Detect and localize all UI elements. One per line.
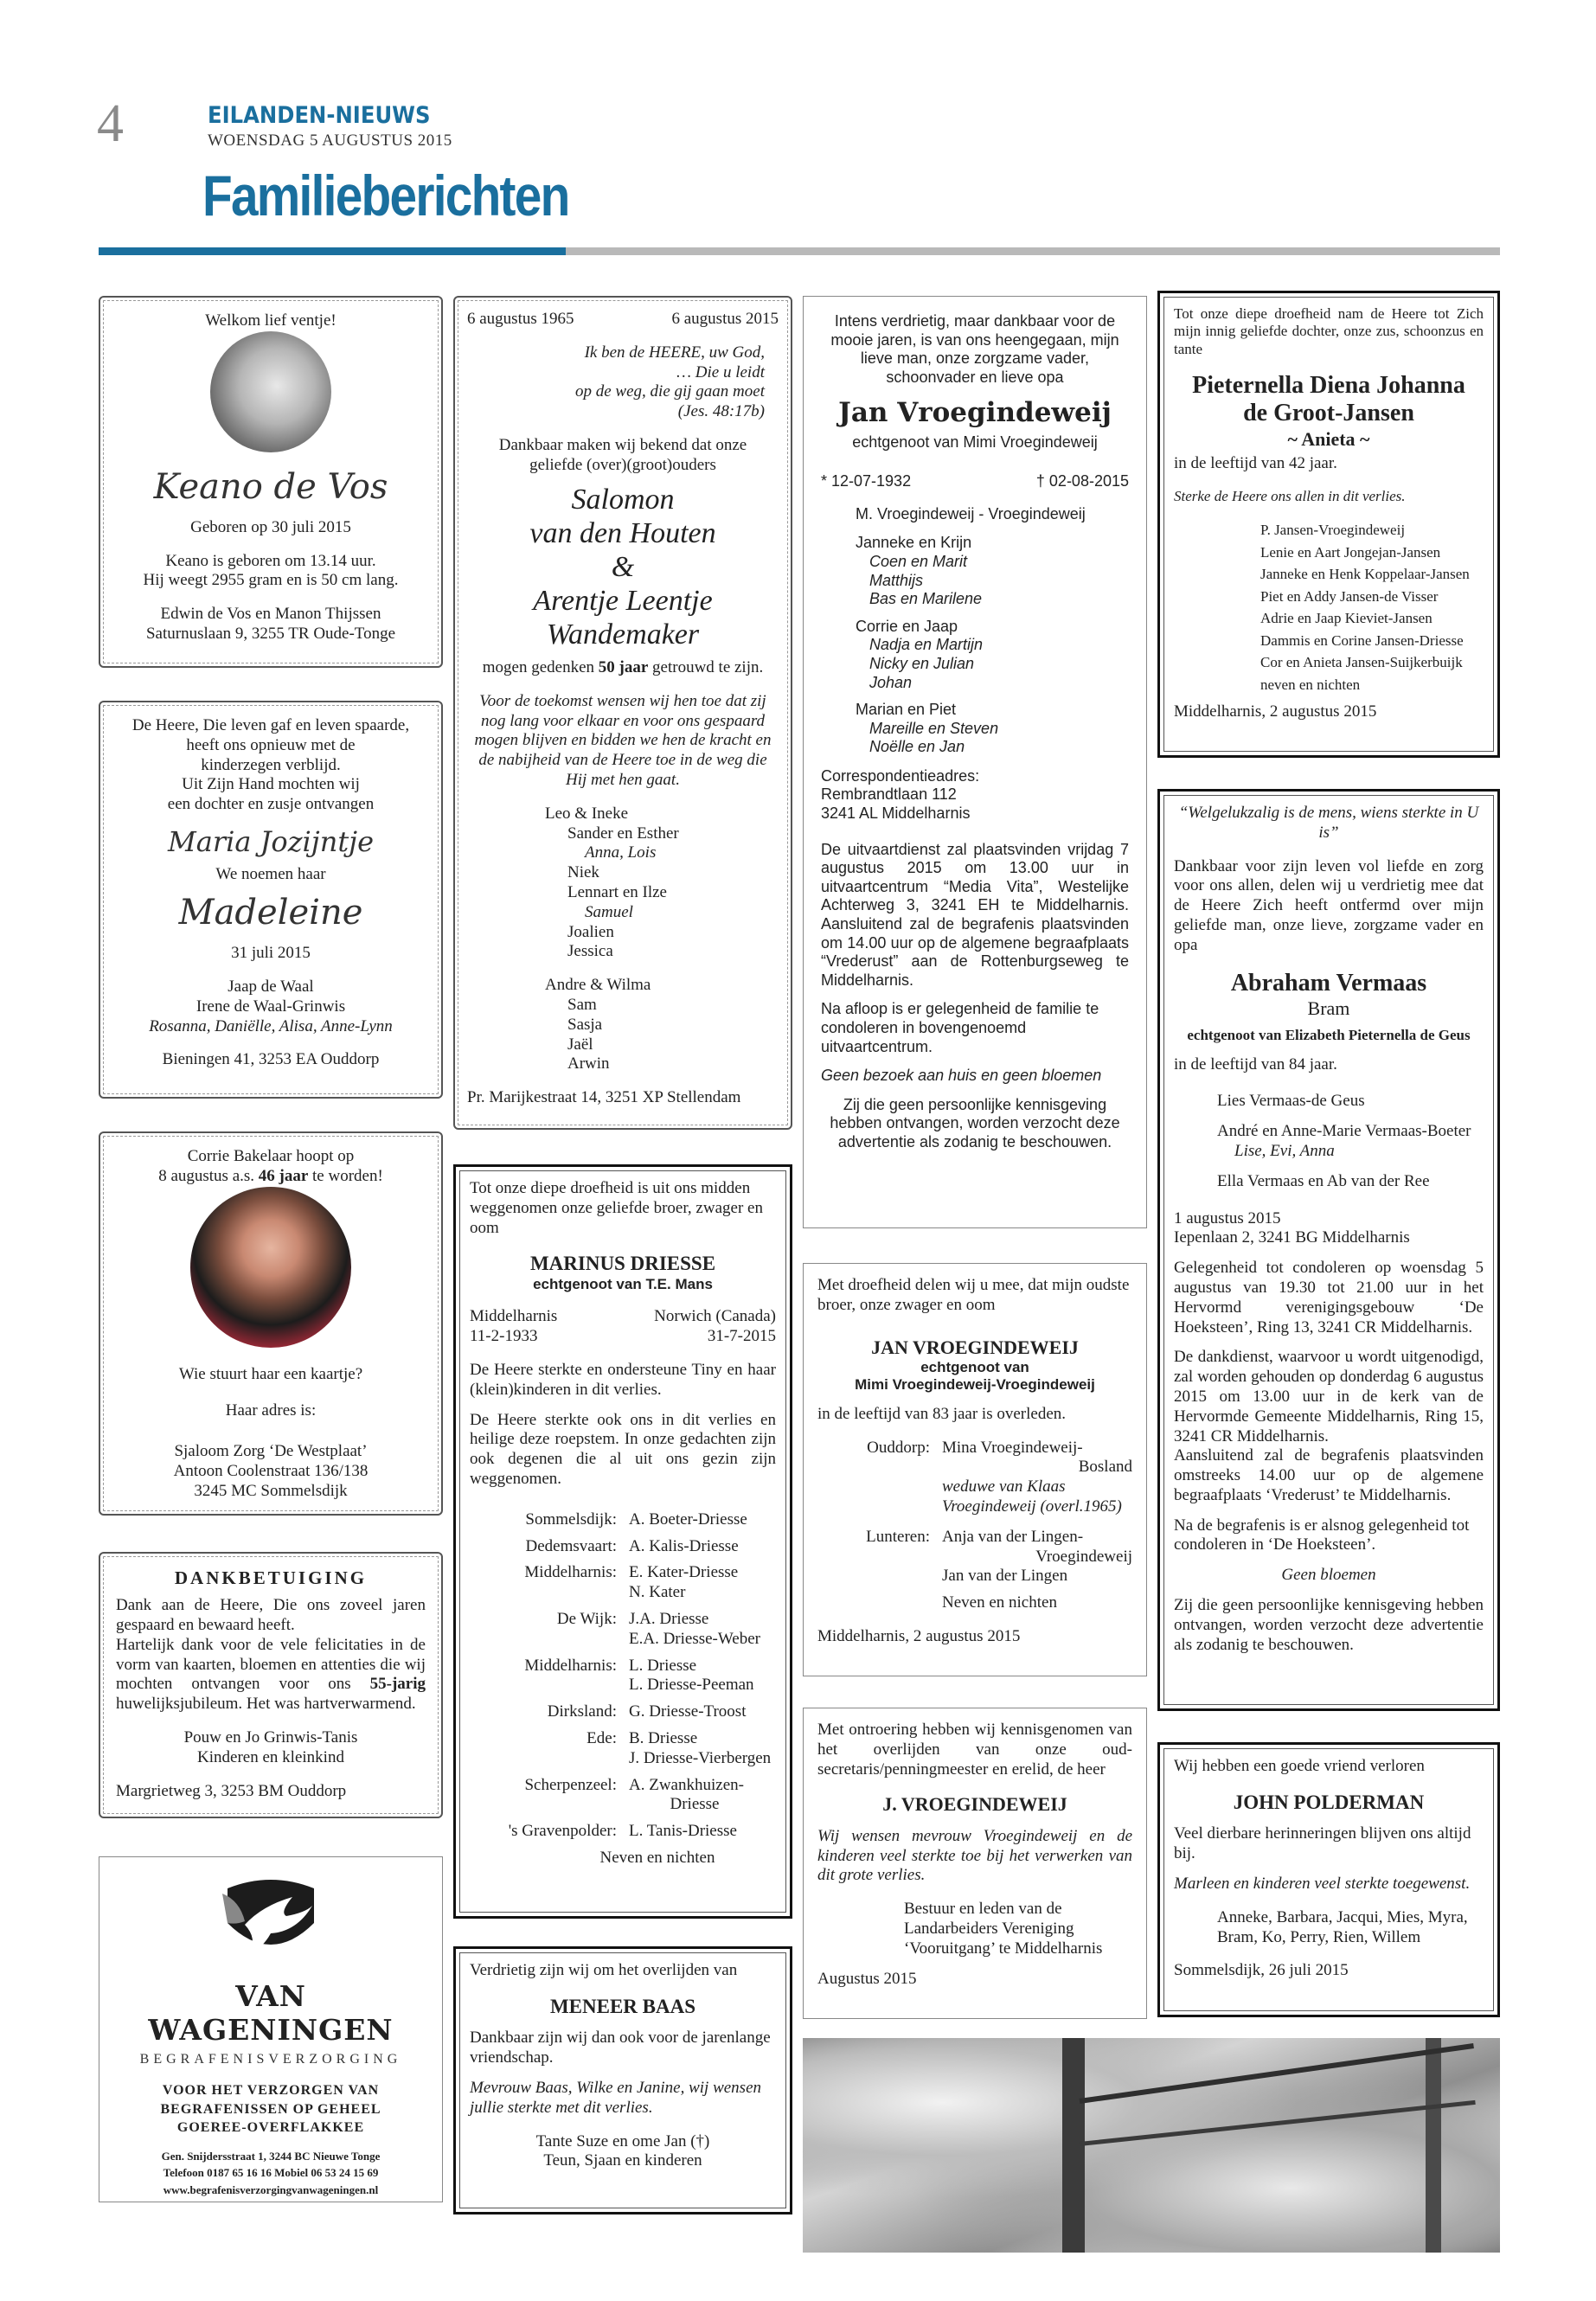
signature: Bram, Ko, Perry, Rien, Willem xyxy=(1217,1927,1421,1946)
signature: Tante Suze en ome Jan (†) xyxy=(535,2131,710,2150)
notice: Zij die geen persoonlijke kennisgeving hebben ontvangen, worden verzocht deze advertentie als zodanig te beschouwen. xyxy=(1174,1596,1484,1654)
family-place: Sommelsdijk: xyxy=(525,1509,617,1529)
age: in de leeftijd van 84 jaar. xyxy=(1174,1054,1337,1074)
tagline: GOEREE-OVERFLAKKEE xyxy=(176,2120,365,2136)
baby-photo xyxy=(210,331,331,452)
family-member: Sander en Esther xyxy=(567,824,679,843)
paragraph: Mevrouw Baas, Wilke en Janine, wij wensen jullie sterkte met dit verlies. xyxy=(470,2078,761,2117)
call-name: ~ Anieta ~ xyxy=(1287,427,1370,450)
anniversary-years: mogen gedenken 50 jaar getrouwd te zijn. xyxy=(482,658,764,677)
grandchild: Matthijs xyxy=(869,571,924,589)
funeral-director-ad xyxy=(99,1856,443,2202)
funeral-info: De uitvaartdienst zal plaatsvinden vrijdag 7 augustus 2015 om 13.00 uur in uitvaartcentrum “Media Vita”, Westelijke Achterweg 3, 3241 EH te Middelharnis. Aansluitend zal de begrafenis plaatsvinden om 14.00 uur op de algemene begraafplaats “Vrederust” aan de Rottenburgseweg te Middelharnis. xyxy=(821,840,1129,989)
verse-line: kinderzegen verblijd. xyxy=(201,755,341,774)
family-names: L. Tanis-Driesse xyxy=(629,1822,737,1841)
address-line: Antoon Coolenstraat 136/138 xyxy=(173,1461,369,1480)
deceased-name: Pieternella Diena Johanna xyxy=(1192,372,1465,400)
signature: Landarbeiders Vereniging xyxy=(904,1919,1074,1938)
deceased-name: MENEER BAAS xyxy=(549,1995,696,2017)
address: Pr. Marijkestraat 14, 3251 XP Stellendam xyxy=(467,1088,741,1107)
call-name: Madeleine xyxy=(178,893,363,933)
grandchild: Johan xyxy=(869,673,913,691)
address: Iepenlaan 2, 3241 BG Middelharnis xyxy=(1174,1228,1410,1247)
life-places xyxy=(470,1307,776,1327)
family-names: A. Boeter-Driesse xyxy=(629,1509,747,1529)
family-member: Samuel xyxy=(585,902,633,921)
signature: ‘Vooruitgang’ te Middelharnis xyxy=(904,1939,1103,1958)
signature: Teun, Sjaan en kinderen xyxy=(543,2151,702,2170)
grandchildren: Lise, Evi, Anna xyxy=(1234,1141,1335,1160)
quote: Sterke de Heere ons allen in dit verlies. xyxy=(1174,487,1406,504)
intro: Tot onze diepe droefheid nam de Heere tot Zich mijn innig geliefde dochter, onze zus, schoonzus en tante xyxy=(1174,305,1484,357)
card-question: Wie stuurt haar een kaartje? xyxy=(178,1364,363,1383)
place-date: Middelharnis, 2 augustus 2015 xyxy=(1174,702,1377,721)
correspondence-address: 3241 AL Middelharnis xyxy=(821,804,971,823)
address: Margrietweg 3, 3253 BM Ouddorp xyxy=(116,1781,347,1800)
birth-date: 11-2-1933 xyxy=(470,1327,538,1346)
family-list xyxy=(821,534,1129,757)
tagline: BEGRAFENISSEN OP GEHEEL xyxy=(160,2101,381,2117)
family-place: De Wijk: xyxy=(556,1609,617,1628)
company-website: www.begrafenisverzorgingvanwageningen.nl xyxy=(163,2182,379,2196)
intro: Intens verdrietig, maar dankbaar voor de mooie jaren, is van ons heengegaan, mijn lieve man, onze zorgzame vader, schoonvader en lieve opa xyxy=(830,312,1119,386)
thanks-title: DANKBETUIGING xyxy=(174,1567,368,1588)
grandchild: Noëlle en Jan xyxy=(869,738,965,756)
couple-name: Salomon xyxy=(571,483,675,516)
dove-logo-icon xyxy=(210,1871,331,1966)
family-member: Lies Vermaas-de Geus xyxy=(1217,1092,1365,1111)
intro: Met ontroering hebben wij kennisgenomen van het overlijden van onze oud-secretaris/penningmeester en erelid, de heer xyxy=(817,1721,1132,1779)
place-date: Middelharnis, 2 augustus 2015 xyxy=(817,1626,1021,1645)
deceased-name: Abraham Vermaas xyxy=(1230,969,1427,997)
family-place: Ouddorp: xyxy=(867,1438,930,1457)
family-member: Anna, Lois xyxy=(585,843,657,862)
intro: Dankbaar maken wij bekend dat onze xyxy=(498,435,747,454)
family-member: Lenie en Aart Jongejan-Jansen xyxy=(1260,543,1441,561)
signature: Kinderen en kleinkind xyxy=(197,1747,344,1766)
page-number: 4 xyxy=(97,94,124,153)
spouse: echtgenoot van Mimi Vroegindeweij xyxy=(852,433,1098,451)
couple-name: van den Houten xyxy=(529,516,716,549)
full-name: Maria Jozijntje xyxy=(167,824,375,858)
deceased-name: JOHN POLDERMAN xyxy=(1233,1791,1425,1813)
section-title: Familieberichten xyxy=(202,163,569,228)
grandchild: Coen en Marit xyxy=(869,552,968,570)
no-flowers: Geen bloemen xyxy=(1281,1566,1376,1585)
spouse: echtgenoot van xyxy=(920,1358,1029,1375)
family-list xyxy=(1174,519,1484,695)
date: Augustus 2015 xyxy=(817,1969,917,1988)
birth-date: Geboren op 30 juli 2015 xyxy=(190,517,351,536)
ampersand: & xyxy=(611,550,635,583)
deceased-name: J. VROEGINDEWEIJ xyxy=(882,1793,1067,1816)
birth-place: Middelharnis xyxy=(470,1307,558,1326)
closing: Neven en nichten xyxy=(599,1848,715,1867)
thanks-paragraph: Dank aan de Heere, Die ons zoveel jaren gespaard en bewaard heeft. xyxy=(116,1596,426,1634)
family-names: Mina Vroegindeweij- Bosland weduwe van Klaas Vroegindeweij (overl.1965) xyxy=(942,1438,1132,1516)
date-end: 6 augustus 2015 xyxy=(671,310,779,328)
family-names: E. Kater-Driesse N. Kater xyxy=(629,1563,739,1602)
intro: geliefde (over)(groot)ouders xyxy=(529,455,716,474)
life-dates xyxy=(470,1327,776,1347)
family-member: Joalien xyxy=(567,922,614,941)
grandchild: Nicky en Julian xyxy=(869,654,975,672)
family-place: Dedemsvaart: xyxy=(525,1536,617,1555)
correspondence-label: Correspondentieadres: xyxy=(821,766,980,785)
parents: Edwin de Vos en Manon Thijssen xyxy=(160,605,381,624)
closing: Neven en nichten xyxy=(942,1593,1057,1612)
deceased-name: MARINUS DRIESSE xyxy=(529,1253,716,1275)
family-member: P. Jansen-Vroegindeweij xyxy=(1260,522,1406,539)
birth-time: Keano is geboren om 13.14 uur. xyxy=(165,551,376,570)
family-names: Anja van der Lingen- Vroegindeweij Jan van der Lingen xyxy=(942,1527,1132,1586)
service-info: De dankdienst, waarvoor u wordt uitgenodigd, zal worden gehouden op donderdag 6 augustus 2015 om 13.00 uur in de kerk van de Hervormde Gemeente Middelharnis, Ring 15, 3241 CR Middelharnis. xyxy=(1174,1348,1484,1445)
deceased-name: JAN VROEGINDEWEIJ xyxy=(871,1336,1079,1358)
family-member: Niek xyxy=(567,863,599,882)
family-member: Ella Vermaas en Ab van der Ree xyxy=(1217,1171,1430,1190)
family-names: G. Driesse-Troost xyxy=(629,1702,747,1721)
birth-ad-madeleine xyxy=(99,701,443,1099)
verse-line: heeft ons opnieuw met de xyxy=(186,735,356,754)
couple-name: Arentje Leentje xyxy=(533,584,713,617)
father: Jaap de Waal xyxy=(228,977,314,996)
address-line: 3245 MC Sommelsdijk xyxy=(194,1481,348,1500)
burial-info: Aansluitend zal de begrafenis plaatsvinden omstreeks 14.00 uur op de algemene begraafplaats ‘Vrederust’ te Middelharnis. xyxy=(1174,1446,1484,1504)
birthday-ad-corrie xyxy=(99,1131,443,1516)
deceased-name: de Groot-Jansen xyxy=(1243,400,1414,427)
family-member: André en Anne-Marie Vermaas-Boeter xyxy=(1217,1122,1471,1141)
family-place: Lunteren: xyxy=(866,1527,930,1546)
baby-name: Keano de Vos xyxy=(153,466,388,507)
life-dates xyxy=(821,472,1129,491)
family-member: Janneke en Henk Koppelaar-Jansen xyxy=(1260,566,1470,583)
family-member: Leo & Ineke xyxy=(545,804,629,823)
death-place: Norwich (Canada) xyxy=(654,1307,776,1326)
intro: Wij hebben een goede vriend verloren xyxy=(1174,1757,1425,1775)
address-label: Haar adres is: xyxy=(225,1401,317,1420)
death-date: 31-7-2015 xyxy=(707,1327,776,1346)
verse-line: Uit Zijn Hand mochten wij xyxy=(182,775,360,794)
family-member: Sasja xyxy=(567,1015,603,1034)
family-member: Janneke en Krijn xyxy=(856,534,972,552)
obituary-jan xyxy=(803,296,1147,1228)
call-name: Bram xyxy=(1307,997,1350,1019)
quote: “Welgelukzalig is de mens, wiens sterkte in U is” xyxy=(1178,804,1479,842)
address-line: Sjaloom Zorg ‘De Westplaat’ xyxy=(174,1442,368,1461)
obituary-marinus xyxy=(453,1164,792,1919)
obituary-baas xyxy=(453,1946,792,2214)
landscape-photo xyxy=(803,2038,1500,2253)
family-member: Piet en Addy Jansen-de Visser xyxy=(1260,587,1439,605)
family-member: Jessica xyxy=(567,942,613,961)
paragraph: De Heere sterkte ook ons in dit verlies en heilige deze roepstem. In onze gedachten zijn ook degenen die al uit ons gezin zijn weggenomen. xyxy=(470,1410,776,1488)
family-member: Corrie en Jaap xyxy=(856,617,958,635)
condolence-info: Na afloop is er gelegenheid de familie te condoleren in bovengenoemd uitvaartcentrum. xyxy=(821,1000,1099,1055)
mother: Irene de Waal-Grinwis xyxy=(195,997,346,1016)
paragraph: De Heere sterkte en ondersteune Tiny en haar (klein)kinderen in dit verlies. xyxy=(470,1360,776,1399)
death-date: † 02-08-2015 xyxy=(1035,472,1129,490)
obituary-john xyxy=(1157,1742,1500,2017)
family-member: Arwin xyxy=(567,1054,610,1074)
portrait-photo xyxy=(190,1187,351,1348)
intro: Verdrietig zijn wij om het overlijden van xyxy=(470,1961,738,1979)
family-place: Dirksland: xyxy=(547,1702,617,1721)
age: in de leeftijd van 42 jaar. xyxy=(1174,453,1337,472)
no-visits: Geen bezoek aan huis en geen bloemen xyxy=(821,1067,1102,1085)
company-address: Gen. Snijdersstraat 1, 3244 BC Nieuwe Tonge xyxy=(161,2149,381,2163)
family-place: Middelharnis: xyxy=(524,1656,617,1675)
blessing: Voor de toekomst wensen wij hen toe dat zij nog lang voor elkaar en voor ons gespaard mogen blijven en bidden we hen de kracht en de nabijheid van de Heere toe in de weg die Hij met hen gaat. xyxy=(474,691,772,790)
paragraph: Veel dierbare herinneringen blijven ons altijd bij. xyxy=(1174,1824,1471,1863)
wish: Wij wensen mevrouw Vroegindeweij en de kinderen veel sterkte toe bij het verwerken van dit grote verlies. xyxy=(817,1826,1132,1885)
anniversary-dates xyxy=(467,310,779,330)
family-member: Marian en Piet xyxy=(856,701,957,719)
obituary-jan-2 xyxy=(803,1263,1147,1676)
spouse: echtgenoot van Elizabeth Pieternella de Geus xyxy=(1187,1027,1471,1044)
birthday-line: 8 augustus a.s. 46 jaar te worden! xyxy=(158,1166,383,1185)
age: in de leeftijd van 83 jaar is overleden. xyxy=(817,1404,1067,1423)
paragraph: Dankbaar zijn wij dan ook voor de jarenlange vriendschap. xyxy=(470,2029,771,2067)
birthday-line: Corrie Bakelaar hoopt op xyxy=(187,1147,355,1165)
bible-verse: Ik ben de HEERE, uw God, … Die u leidt op de weg, die gij gaan moet (Jes. 48:17b) xyxy=(575,343,765,421)
notice: Zij die geen persoonlijke kennisgeving hebben ontvangen, worden verzocht deze advertentie als zodanig te beschouwen. xyxy=(830,1095,1120,1150)
verse-line: een dochter en zusje ontvangen xyxy=(167,795,375,814)
anniversary-ad xyxy=(453,296,792,1130)
family-names: A. Zwankhuizen- Driesse xyxy=(629,1775,744,1814)
paragraph: Marleen en kinderen veel sterkte toegewenst. xyxy=(1174,1874,1471,1893)
family-member: Andre & Wilma xyxy=(545,976,651,995)
masthead-logo: EILANDEN-NIEUWS xyxy=(208,102,431,129)
family-member: Sam xyxy=(567,996,597,1014)
spouse: Mimi Vroegindeweij-Vroegindeweij xyxy=(855,1376,1095,1394)
place-date: Sommelsdijk, 26 juli 2015 xyxy=(1174,1961,1349,1980)
date-start: 6 augustus 1965 xyxy=(467,310,574,328)
family-member: Jaël xyxy=(567,1035,593,1054)
company-phone: Telefoon 0187 65 16 16 Mobiel 06 53 24 15 69 xyxy=(163,2166,379,2180)
family-member: neven en nichten xyxy=(1260,676,1361,693)
tagline: VOOR HET VERZORGEN VAN xyxy=(162,2083,380,2099)
deceased-name: Jan Vroegindeweij xyxy=(838,397,1112,429)
widow: M. Vroegindeweij - Vroegindeweij xyxy=(856,504,1086,522)
birth-date: * 12-07-1932 xyxy=(821,472,912,490)
family-member: Dammis en Corine Jansen-Driesse xyxy=(1260,631,1464,649)
company-subtitle: BEGRAFENISVERZORGING xyxy=(139,2051,402,2067)
condolence-info: Na de begrafenis is er alsnog gelegenheid tot condoleren in ‘De Hoeksteen’. xyxy=(1174,1516,1470,1554)
thanks-ad xyxy=(99,1552,443,1818)
family-place: 's Gravenpolder: xyxy=(508,1822,617,1841)
family-names: A. Kalis-Driesse xyxy=(629,1536,739,1555)
intro: Met droefheid delen wij u mee, dat mijn oudste broer, onze zwager en oom xyxy=(817,1276,1130,1314)
family-place: Middelharnis: xyxy=(524,1563,617,1582)
family-member: Adrie en Jaap Kieviet-Jansen xyxy=(1260,610,1433,627)
signature: Bestuur en leden van de xyxy=(904,1900,1062,1919)
family-place: Ede: xyxy=(586,1728,617,1747)
obituary-abraham xyxy=(1157,789,1500,1711)
condolence-info: Gelegenheid tot condoleren op woensdag 5 augustus van 19.30 tot 21.00 uur in het Hervormd verenigingsgebouw ‘De Hoeksteen’, Ring 13, 3241 CR Middelharnis. xyxy=(1174,1259,1484,1336)
family-member: Cor en Anieta Jansen-Suijkerbuijk xyxy=(1260,654,1463,671)
family-names: L. Driesse L. Driesse-Peeman xyxy=(629,1656,754,1695)
family-list xyxy=(470,1503,776,1842)
siblings: Rosanna, Daniëlle, Alisa, Anne-Lynn xyxy=(149,1016,393,1035)
intro: Tot onze diepe droefheid is uit ons midden weggenomen onze geliefde broer, zwager en oom xyxy=(470,1179,763,1237)
date: 1 augustus 2015 xyxy=(1174,1208,1281,1227)
header-rule-accent xyxy=(99,247,566,255)
couple-name: Wandemaker xyxy=(546,618,700,651)
family-member: Lennart en Ilze xyxy=(567,883,667,902)
obituary-association xyxy=(803,1708,1147,2019)
address: Bieningen 41, 3253 EA Ouddorp xyxy=(162,1050,380,1069)
family-place: Scherpenzeel: xyxy=(524,1775,617,1794)
grandchild: Mareille en Steven xyxy=(869,719,999,737)
birth-weight: Hij weegt 2955 gram en is 50 cm lang. xyxy=(143,571,399,590)
grandchild: Nadja en Martijn xyxy=(869,636,984,654)
signature: Anneke, Barbara, Jacqui, Mies, Myra, xyxy=(1217,1907,1468,1926)
header-rule xyxy=(566,247,1500,255)
signature: Pouw en Jo Grinwis-Tanis xyxy=(183,1727,358,1747)
intro: Dankbaar voor zijn leven vol liefde en zorg voor ons allen, delen wij u verdrietig mee dat de Heere Zich heeft ontfermd over mijn geliefde man, onze lieve, zorgzame vader en opa xyxy=(1174,856,1484,954)
grandchild: Bas en Marilene xyxy=(869,590,983,608)
family-list xyxy=(817,1439,1132,1613)
family-names: B. Driesse J. Driesse-Vierbergen xyxy=(629,1728,772,1767)
greeting: Welkom lief ventje! xyxy=(205,311,337,330)
verse-line: De Heere, Die leven gaf en leven spaarde, xyxy=(131,716,410,734)
obituary-pieternella xyxy=(1157,291,1500,758)
company-name: VAN WAGENINGEN xyxy=(148,1978,394,2048)
address: Saturnuslaan 9, 3255 TR Oude-Tonge xyxy=(145,624,396,643)
family-list xyxy=(467,804,779,1074)
birth-date: 31 juli 2015 xyxy=(231,944,311,963)
thanks-paragraph: Hartelijk dank voor de vele felicitaties in de vorm van kaarten, bloemen en attenties die wij mochten ontvangen voor ons 55-jarig huwelijksjubileum. Het was hartverwarmend. xyxy=(116,1635,426,1714)
call-name-label: We noemen haar xyxy=(215,865,326,884)
publication-date: WOENSDAG 5 AUGUSTUS 2015 xyxy=(208,131,452,150)
spouse: echtgenoot van T.E. Mans xyxy=(533,1275,713,1292)
birth-ad-keano xyxy=(99,296,443,668)
family-names: J.A. Driesse E.A. Driesse-Weber xyxy=(629,1609,760,1648)
correspondence-address: Rembrandtlaan 112 xyxy=(821,785,957,804)
